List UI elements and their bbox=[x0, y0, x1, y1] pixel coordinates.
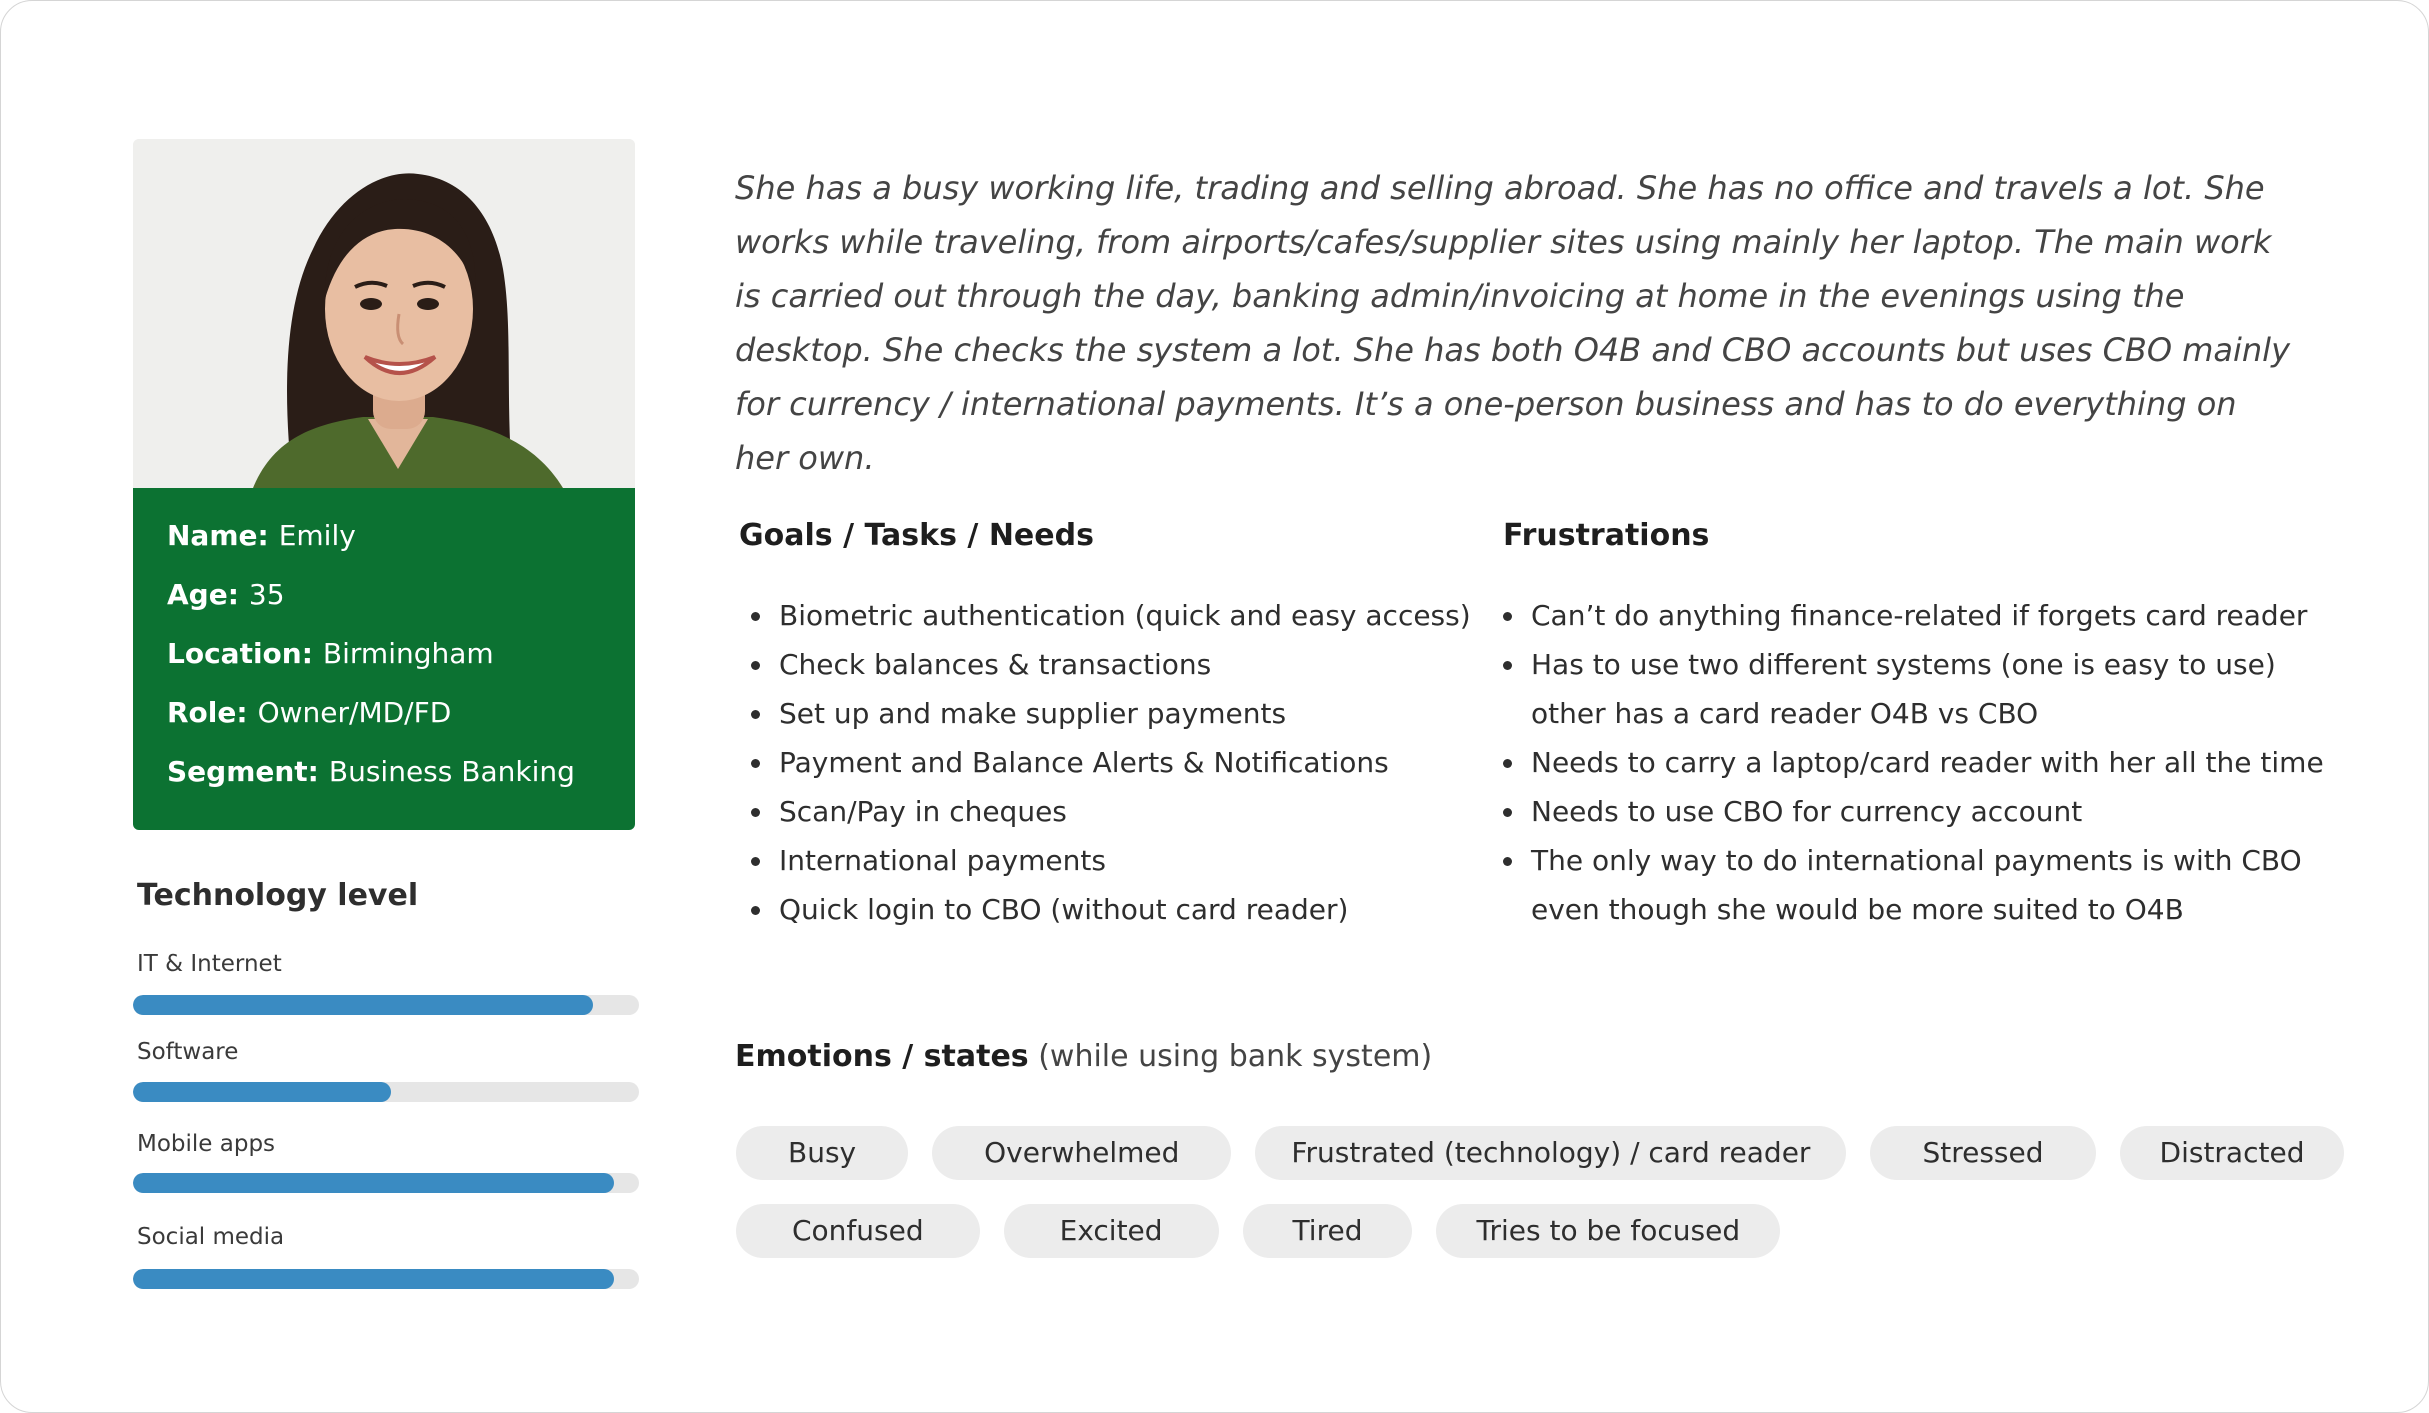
name-label: Name: bbox=[167, 519, 269, 552]
tech-bar-fill bbox=[133, 995, 593, 1015]
tech-label-social-media: Social media bbox=[137, 1224, 285, 1250]
goals-title: Goals / Tasks / Needs bbox=[739, 518, 1094, 553]
role-value: Owner/MD/FD bbox=[257, 696, 452, 729]
goal-item: Quick login to CBO (without card reader) bbox=[739, 885, 1471, 934]
frustration-text: Needs to carry a laptop/card reader with her all the time bbox=[1531, 746, 2324, 779]
frustration-text: Has to use two different systems (one is easy to use) bbox=[1531, 648, 2276, 681]
frustrations-list bbox=[1491, 591, 2324, 934]
goal-item: Biometric authentication (quick and easy access) bbox=[739, 591, 1471, 640]
goal-item: Check balances & transactions bbox=[739, 640, 1471, 689]
frustration-item bbox=[1491, 640, 2324, 738]
emotions-title bbox=[735, 1039, 1432, 1074]
tech-bar-fill bbox=[133, 1269, 614, 1289]
info-name bbox=[167, 516, 356, 556]
tech-bar-software bbox=[133, 1082, 639, 1102]
role-label: Role: bbox=[167, 696, 248, 729]
tech-label-mobile-apps: Mobile apps bbox=[137, 1131, 276, 1157]
tech-label-it-internet: IT & Internet bbox=[137, 951, 282, 977]
emotion-chips-row-2 bbox=[736, 1204, 1780, 1258]
location-label: Location: bbox=[167, 637, 313, 670]
frustration-text: Can’t do anything finance-related if forgets card reader bbox=[1531, 599, 2308, 632]
emotion-chip: Confused bbox=[736, 1204, 980, 1258]
frustration-text: The only way to do international payments is with CBO bbox=[1531, 844, 2302, 877]
tech-bar-it-internet bbox=[133, 995, 639, 1015]
emotion-chip: Overwhelmed bbox=[932, 1126, 1231, 1180]
tech-bar-social-media bbox=[133, 1269, 639, 1289]
persona-description: She has a busy working life, trading and selling abroad. She has no office and travels a lot. She works while traveling, from airports/cafes/supplier sites using mainly her laptop. The main work is carried out through the day, banking admin/invoicing at home in the evenings using the desktop. She checks the system a lot. She has both O4B and CBO accounts but uses CBO mainly for currency / international payments. It’s a one-person business and has to do everything on her own. bbox=[735, 169, 2290, 477]
age-value: 35 bbox=[248, 578, 285, 611]
info-location bbox=[167, 634, 494, 674]
goal-item: Scan/Pay in cheques bbox=[739, 787, 1471, 836]
segment-label: Segment: bbox=[167, 755, 319, 788]
goal-item: Payment and Balance Alerts & Notifications bbox=[739, 738, 1471, 787]
frustration-item bbox=[1491, 836, 2324, 934]
emotion-chip: Distracted bbox=[2120, 1126, 2345, 1180]
emotions-title-note: (while using bank system) bbox=[1038, 1039, 1433, 1074]
frustration-item bbox=[1491, 591, 2324, 640]
frustration-item bbox=[1491, 787, 2324, 836]
info-age bbox=[167, 575, 285, 615]
tech-label-software: Software bbox=[137, 1039, 239, 1065]
goals-list bbox=[739, 591, 1471, 934]
frustration-continuation: even though she would be more suited to O4B bbox=[1531, 893, 2184, 926]
persona-info-card bbox=[133, 488, 635, 830]
tech-bar-mobile-apps bbox=[133, 1173, 639, 1193]
tech-bar-fill bbox=[133, 1173, 614, 1193]
age-label: Age: bbox=[167, 578, 239, 611]
emotion-chip: Stressed bbox=[1870, 1126, 2095, 1180]
tech-bar-fill bbox=[133, 1082, 391, 1102]
frustrations-title: Frustrations bbox=[1503, 518, 1710, 553]
emotion-chip: Frustrated (technology) / card reader bbox=[1255, 1126, 1846, 1180]
emotion-chip: Tired bbox=[1243, 1204, 1413, 1258]
emotion-chip: Tries to be focused bbox=[1436, 1204, 1780, 1258]
frustration-item bbox=[1491, 738, 2324, 787]
frustration-continuation: other has a card reader O4B vs CBO bbox=[1531, 697, 2039, 730]
segment-value: Business Banking bbox=[328, 755, 575, 788]
info-segment bbox=[167, 752, 575, 792]
emotion-chip: Excited bbox=[1004, 1204, 1219, 1258]
technology-level-title: Technology level bbox=[137, 878, 419, 913]
emotions-title-strong: Emotions / states bbox=[735, 1039, 1029, 1074]
info-role bbox=[167, 693, 451, 733]
goal-item: International payments bbox=[739, 836, 1471, 885]
persona-photo bbox=[133, 139, 635, 488]
goal-item: Set up and make supplier payments bbox=[739, 689, 1471, 738]
name-value: Emily bbox=[278, 519, 356, 552]
frustration-text: Needs to use CBO for currency account bbox=[1531, 795, 2083, 828]
portrait-illustration bbox=[133, 139, 635, 488]
location-value: Birmingham bbox=[322, 637, 494, 670]
emotion-chips-row-1 bbox=[736, 1126, 2344, 1180]
emotion-chip: Busy bbox=[736, 1126, 908, 1180]
